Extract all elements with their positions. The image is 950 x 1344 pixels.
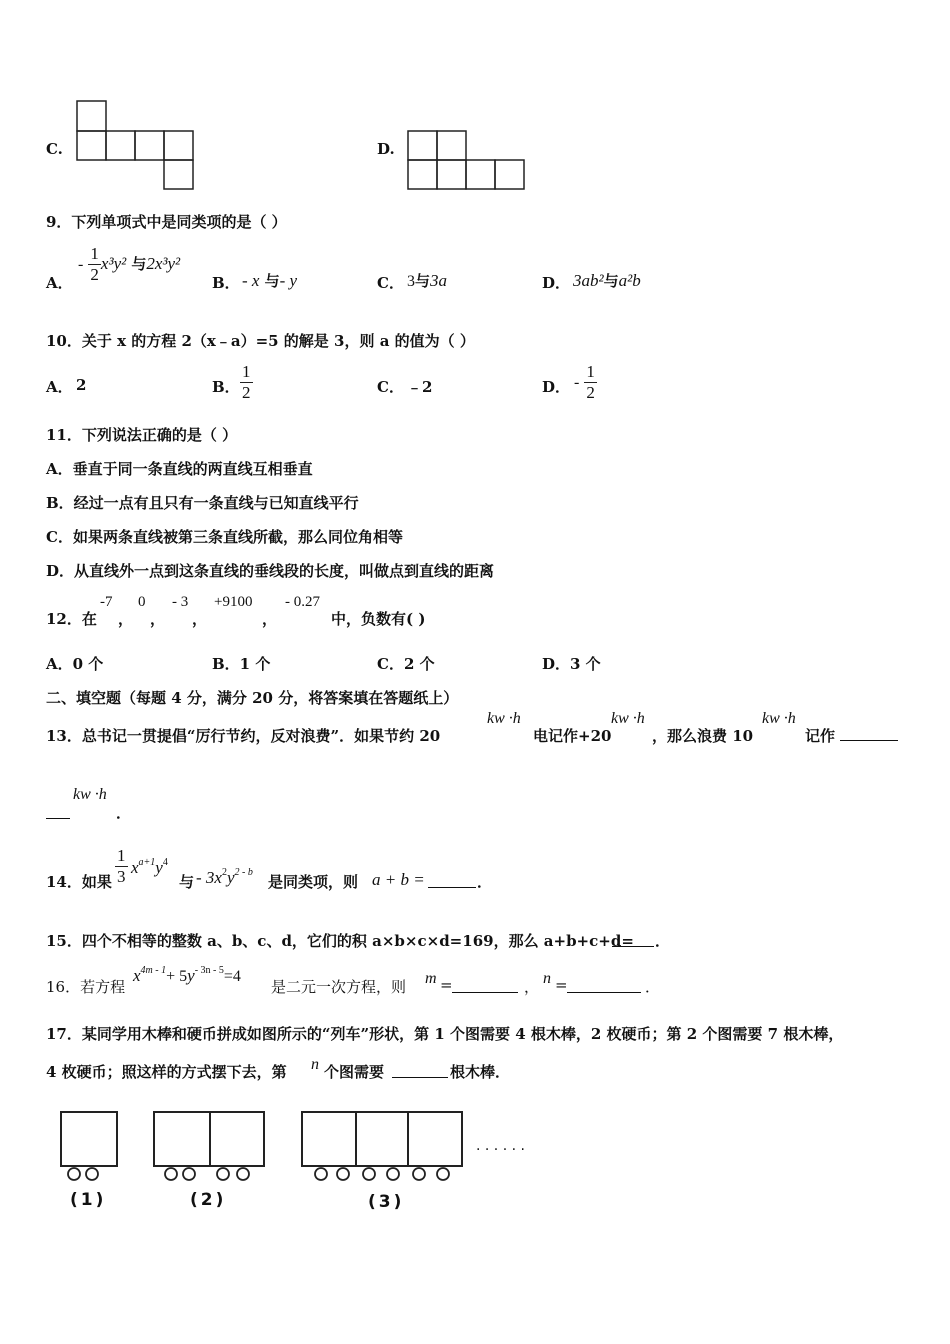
q14-term1-x: x	[131, 858, 139, 877]
q11-stem: 11．下列说法正确的是（ ）	[46, 426, 238, 444]
q12-option-a: A．0 个	[46, 655, 104, 673]
q16-m: m	[425, 970, 437, 987]
q9-c-expr2: 3a	[430, 271, 448, 290]
q17-figure-3-label: (3)	[368, 1192, 405, 1212]
q9-a-with: 与	[131, 255, 147, 273]
q9-a-frac-num: 1	[90, 244, 99, 263]
q12-option-c: C．2 个	[377, 655, 435, 673]
q9-d-with: 与	[603, 272, 619, 290]
q9-option-d	[573, 270, 641, 291]
q14-term1-y: y	[155, 858, 163, 877]
q13-unit-1: kw ·h	[487, 710, 521, 727]
q13-part4: 记作	[805, 727, 836, 745]
q10-d-frac-num: 1	[586, 362, 595, 381]
q12-number-4: +9100	[214, 594, 253, 610]
q17-figure-1	[58, 1110, 124, 1186]
q10-b-frac-den: 2	[242, 383, 251, 402]
q13-answer-blank-2[interactable]	[46, 818, 70, 819]
q14-frac-den: 3	[117, 867, 126, 886]
q14-expr: a + b =	[372, 870, 425, 889]
q9-option-c-label: C．	[377, 274, 404, 292]
q14-term2-y: y	[226, 868, 235, 887]
q17-figure-2-label: (2)	[190, 1190, 227, 1210]
q8-option-c-net-figure	[76, 100, 196, 192]
q14-term2-y-exp: 2 - b	[234, 867, 253, 878]
q14-term1-y-exp: 4	[162, 857, 168, 868]
q16-end: ．	[645, 978, 661, 996]
q13-part2: 电记作+20	[533, 727, 612, 745]
q10-option-d-label: D．	[542, 378, 571, 396]
q14-answer-blank[interactable]	[428, 887, 476, 888]
q17-line1: 17．某同学用木棒和硬币拼成如图所示的“列车”形状，第 1 个图需要 4 根木棒，2 枚硬币；第 2 个图需要 7 根木棒，	[46, 1025, 844, 1043]
q17-n: n	[311, 1056, 319, 1073]
q16-equation	[133, 966, 241, 986]
q9-option-b-label: B．	[212, 274, 240, 292]
q12-sep-1: ，	[118, 610, 134, 628]
q12-option-b: B．1 个	[212, 655, 271, 673]
q16-sep: ，	[524, 978, 540, 996]
q17-line2-a: 4 枚硬币；照这样的方式摆下去，第	[46, 1063, 287, 1081]
q11-option-d: D．从直线外一点到这条直线的垂线段的长度，叫做点到直线的距离	[46, 562, 495, 580]
q10-d-frac-den: 2	[586, 383, 595, 402]
q12-sep-4: ，	[262, 610, 278, 628]
q13-unit-2: kw ·h	[611, 710, 645, 727]
q13-end: ．	[116, 804, 132, 822]
q12-sep-2: ，	[150, 610, 166, 628]
q9-option-a	[78, 244, 180, 285]
q9-c-with: 与	[415, 272, 431, 290]
q16-eq-y-exp: - 3n - 5	[194, 965, 224, 976]
q9-option-d-label: D．	[542, 274, 571, 292]
q16-m-answer-blank[interactable]	[452, 992, 518, 993]
section-2-title: 二、填空题（每题 4 分，满分 20 分，将答案填在答题纸上）	[46, 689, 459, 707]
q16-prefix: 16．若方程	[46, 978, 126, 996]
q14-prefix: 14．如果	[46, 873, 112, 891]
q9-d-expr: 3ab²	[573, 271, 604, 290]
q15-text: 15．四个不相等的整数 a、b、c、d，它们的积 a×b×c×d=169，那么 a+b+c+d=	[46, 932, 634, 950]
q16-eq-rhs: =4	[223, 968, 241, 985]
q12-prefix: 12．在	[46, 610, 97, 628]
q17-continuation-dots: · · · · · ·	[476, 1142, 525, 1158]
q12-sep-3: ，	[192, 610, 208, 628]
q8-option-d-net-figure	[407, 129, 527, 191]
q14-fraction	[115, 846, 128, 887]
q16-eq-plus: + 5	[166, 968, 188, 985]
q11-option-a: A．垂直于同一条直线的两直线互相垂直	[46, 460, 313, 478]
q16-n: n	[543, 970, 551, 987]
q13-part3: ，那么浪费 10	[652, 727, 754, 745]
q12-number-1: -7	[100, 594, 113, 610]
q16-eq-x-exp: 4m - 1	[140, 965, 167, 976]
q12-option-d: D．3 个	[542, 655, 601, 673]
q12-number-2: 0	[138, 594, 146, 610]
q14-term1	[131, 858, 168, 878]
q10-option-d-fraction	[574, 362, 597, 403]
q10-option-c-value: ﹣2	[407, 378, 433, 396]
q17-figure-1-label: (1)	[70, 1190, 107, 1210]
q10-b-frac-num: 1	[242, 362, 251, 381]
q10-option-a-value: 2	[76, 376, 87, 394]
q9-option-b	[242, 270, 297, 291]
q9-stem: 9．下列单项式中是同类项的是（ ）	[46, 213, 287, 231]
q12-suffix: 中，负数有( )	[331, 610, 426, 628]
q16-n-answer-blank[interactable]	[567, 992, 641, 993]
q14-middle: 是同类项，则	[268, 873, 359, 891]
q17-answer-blank[interactable]	[392, 1077, 448, 1078]
q9-a-fraction	[88, 244, 101, 285]
q10-option-a-label: A．	[46, 378, 73, 396]
q16-eq-x: x	[133, 966, 141, 985]
q10-option-b-label: B．	[212, 378, 240, 396]
q14-term2	[196, 868, 253, 888]
q17-figure-3	[298, 1110, 468, 1186]
q11-option-c: C．如果两条直线被第三条直线所截，那么同位角相等	[46, 528, 403, 546]
q12-number-5: - 0.27	[285, 594, 320, 610]
q12-number-3: - 3	[172, 594, 189, 610]
q9-b-expr: - x	[242, 271, 260, 290]
q13-part1: 13．总书记一贯提倡“厉行节约，反对浪费”．如果节约 20	[46, 727, 441, 745]
q9-option-a-label: A．	[46, 274, 73, 292]
q9-c-expr: 3	[407, 273, 415, 290]
q14-with: 与	[179, 873, 195, 891]
q9-a-frac-den: 2	[90, 265, 99, 284]
q9-a-expr2: 2x³y²	[146, 254, 181, 273]
q8-option-c-label: C.	[46, 140, 63, 158]
q9-b-with: 与	[264, 272, 280, 290]
q16-eq1: =	[440, 976, 453, 994]
q14-term2-x-exp: 2	[221, 867, 227, 878]
q9-d-expr2: a²b	[618, 271, 641, 290]
q16-eq-y: y	[187, 966, 195, 985]
q14-frac-num: 1	[117, 846, 126, 865]
q14-end: ．	[477, 873, 493, 891]
q17-line2-b: 个图需要	[324, 1063, 385, 1081]
q15-end: ．	[655, 932, 671, 950]
q9-a-neg: -	[78, 256, 84, 273]
q14-term2-x: - 3x	[196, 868, 222, 887]
q9-a-expr: x³y²	[100, 254, 127, 273]
q13-unit-4: kw ·h	[73, 786, 107, 803]
q17-line2-c: 根木棒．	[450, 1063, 511, 1081]
q17-figure-2	[150, 1110, 270, 1186]
q15-answer-blank[interactable]	[612, 946, 654, 947]
q9-option-c	[407, 270, 447, 291]
q13-answer-blank-1[interactable]	[840, 740, 898, 741]
q10-option-b-fraction	[240, 362, 253, 403]
q14-term1-x-exp: a+1	[138, 857, 156, 868]
q10-stem: 10．关于 x 的方程 2（x﹣a）=5 的解是 3，则 a 的值为（ ）	[46, 332, 475, 350]
q10-d-neg: -	[574, 374, 580, 391]
q13-unit-3: kw ·h	[762, 710, 796, 727]
q8-option-d-label: D.	[377, 140, 395, 158]
q16-eq2: =	[555, 976, 568, 994]
q16-middle: 是二元一次方程，则	[271, 978, 407, 996]
q9-b-expr2: - y	[279, 271, 298, 290]
q10-option-c-label: C．	[377, 378, 404, 396]
q11-option-b: B．经过一点有且只有一条直线与已知直线平行	[46, 494, 359, 512]
